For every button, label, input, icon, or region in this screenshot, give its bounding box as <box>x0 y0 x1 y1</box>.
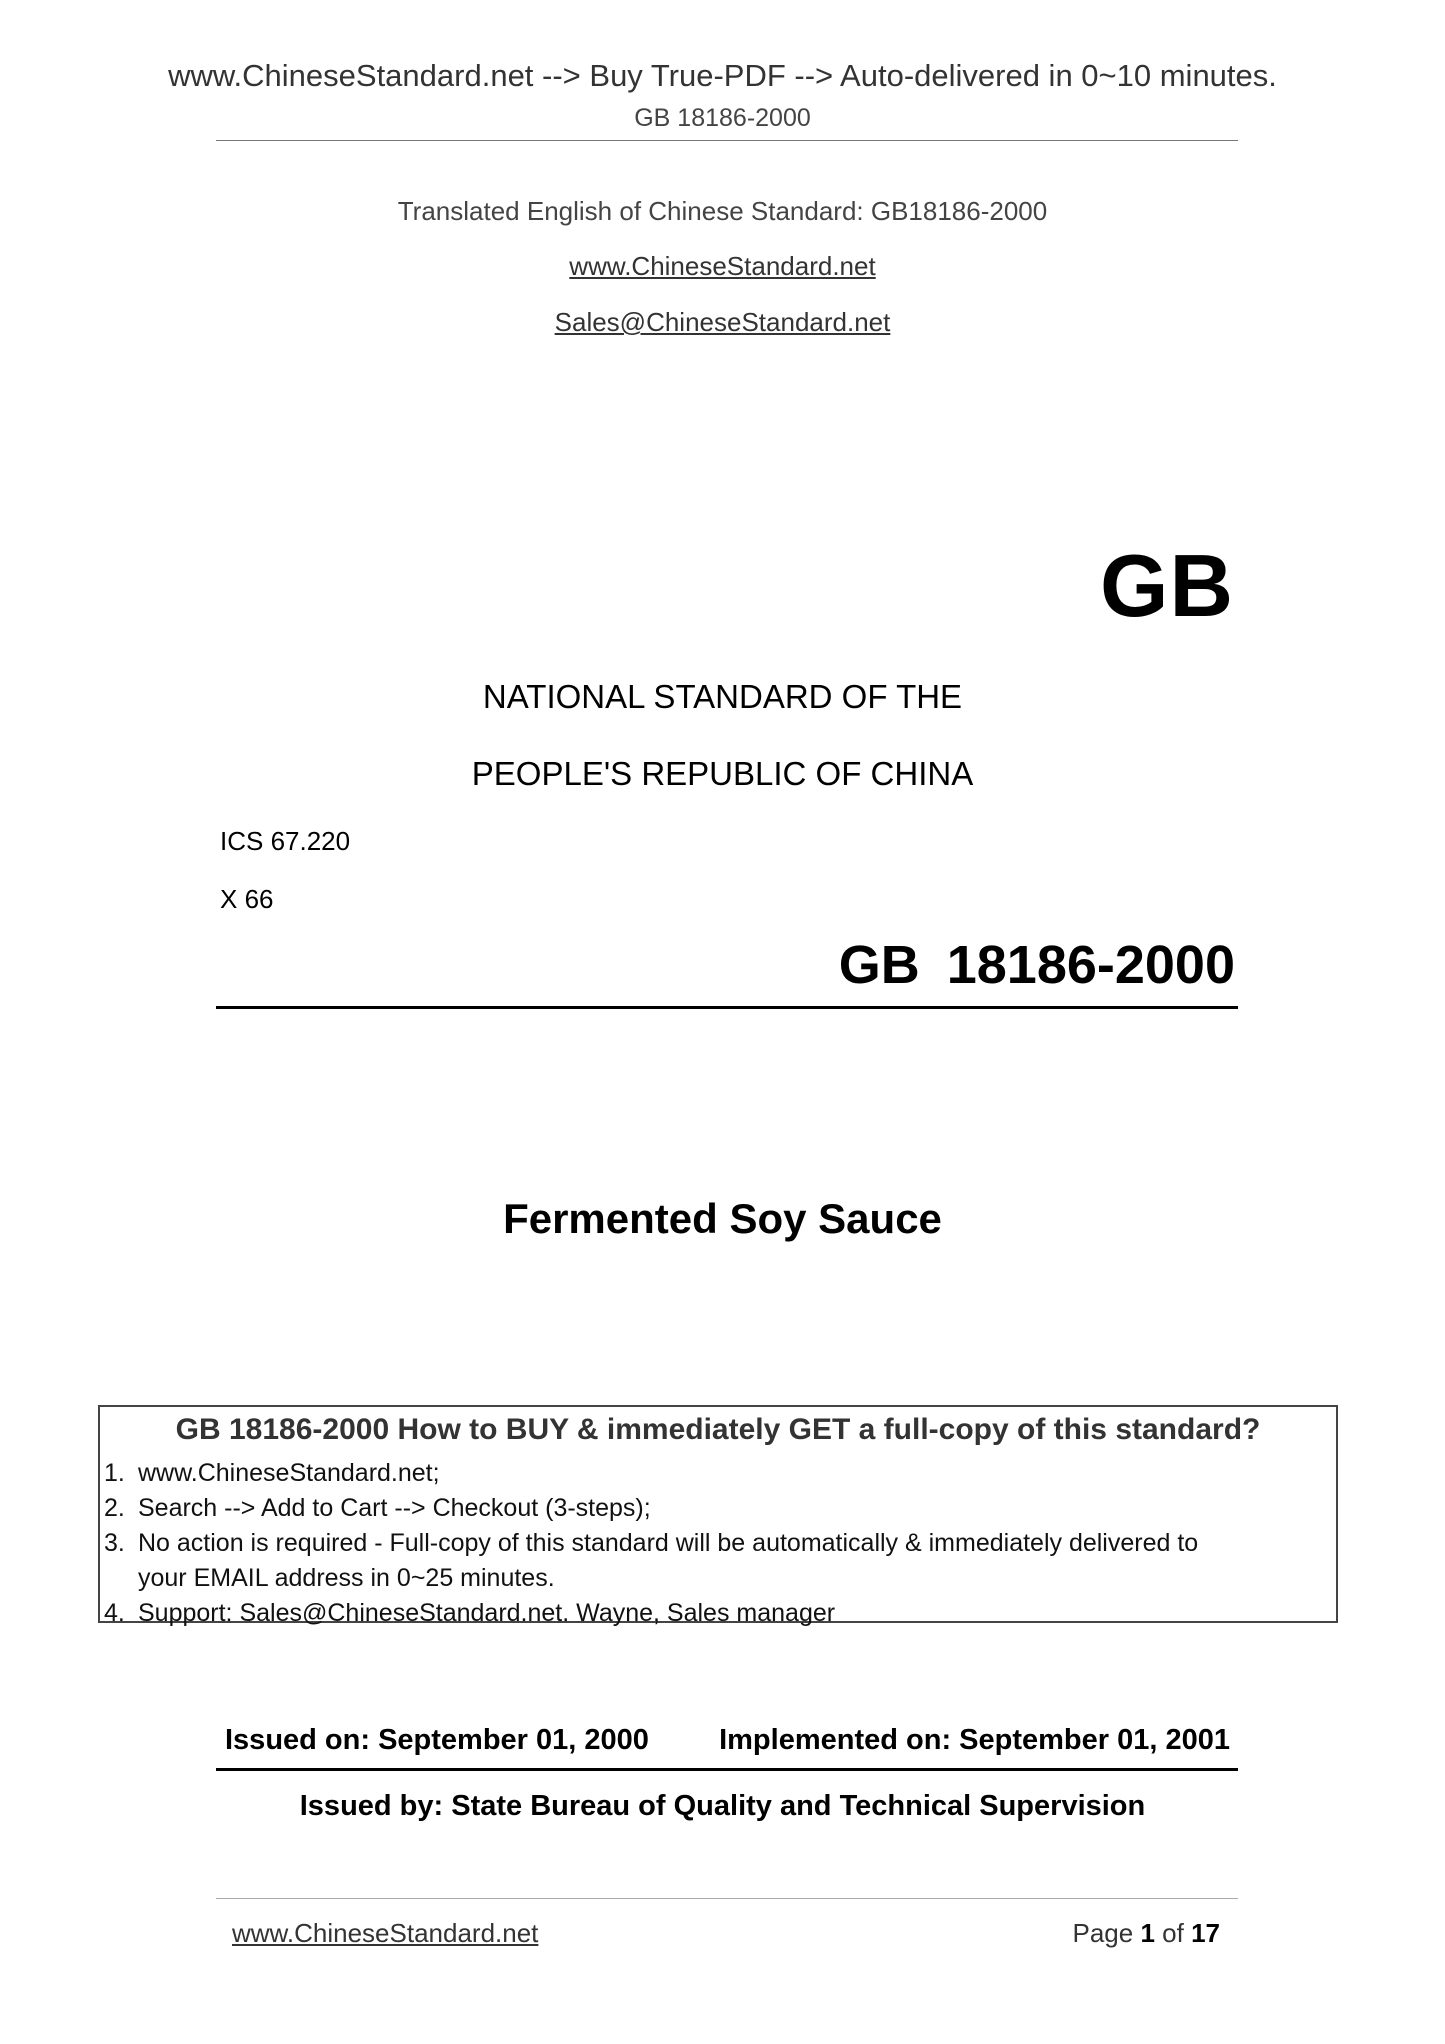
buy-step <box>104 1459 440 1488</box>
buy-step-continued <box>104 1564 555 1593</box>
standard-number-divider <box>216 1006 1238 1009</box>
buy-step-number: 2. <box>104 1494 125 1522</box>
footer-website-link[interactable]: www.ChineseStandard.net <box>232 1918 539 1948</box>
page-current: 1 <box>1140 1918 1155 1948</box>
page-total: 17 <box>1191 1918 1220 1948</box>
buy-step-text: No action is required - Full-copy of this standard will be automatically & immediately delivered to <box>138 1529 1199 1557</box>
issuing-authority: Issued by: State Bureau of Quality and Technical Supervision <box>299 1790 1146 1822</box>
header-code: GB 18186-2000 <box>634 104 811 132</box>
page-word: Page <box>1072 1918 1134 1948</box>
website-link[interactable]: www.ChineseStandard.net <box>569 251 876 281</box>
top-banner: www.ChineseStandard.net --> Buy True-PDF --> Auto-delivered in 0~10 minutes. <box>168 58 1277 93</box>
header-divider <box>216 140 1238 141</box>
intro-website <box>0 251 1445 282</box>
document-title: Fermented Soy Sauce <box>503 1195 942 1242</box>
buy-step-number: 4. <box>104 1599 125 1627</box>
dates-divider <box>216 1768 1238 1771</box>
buy-step <box>104 1494 651 1523</box>
buy-step-text: Support: Sales@ChineseStandard.net. Wayne, Sales manager <box>138 1599 836 1627</box>
standard-number: GB 18186-2000 <box>838 935 1235 995</box>
page-of: of <box>1162 1918 1184 1948</box>
buy-step <box>104 1599 835 1628</box>
classification-code: X 66 <box>220 884 274 914</box>
buy-instructions-box <box>98 1405 1338 1627</box>
footer-divider <box>216 1898 1238 1899</box>
buy-step-text: your EMAIL address in 0~25 minutes. <box>138 1564 555 1592</box>
gb-mark: GB <box>1100 536 1234 635</box>
national-standard-line1: NATIONAL STANDARD OF THE <box>482 678 963 715</box>
buy-step-text: www.ChineseStandard.net; <box>138 1459 440 1487</box>
implemented-date: Implemented on: September 01, 2001 <box>719 1724 1230 1756</box>
translated-line: Translated English of Chinese Standard: GB18186-2000 <box>397 196 1048 226</box>
email-link[interactable]: Sales@ChineseStandard.net <box>554 307 891 337</box>
intro-email <box>0 307 1445 338</box>
buy-box-heading: GB 18186-2000 How to BUY & immediately GET a full-copy of this standard? <box>175 1413 1261 1446</box>
buy-step <box>104 1529 1198 1558</box>
ics-code: ICS 67.220 <box>220 826 351 856</box>
buy-step-text: Search --> Add to Cart --> Checkout (3-steps); <box>138 1494 651 1522</box>
buy-step-number: 1. <box>104 1459 125 1487</box>
page-indicator <box>1072 1918 1220 1949</box>
footer-website <box>232 1918 538 1949</box>
national-standard-line2: PEOPLE'S REPUBLIC OF CHINA <box>471 755 974 792</box>
issued-date: Issued on: September 01, 2000 <box>225 1724 649 1756</box>
buy-step-number: 3. <box>104 1529 125 1557</box>
